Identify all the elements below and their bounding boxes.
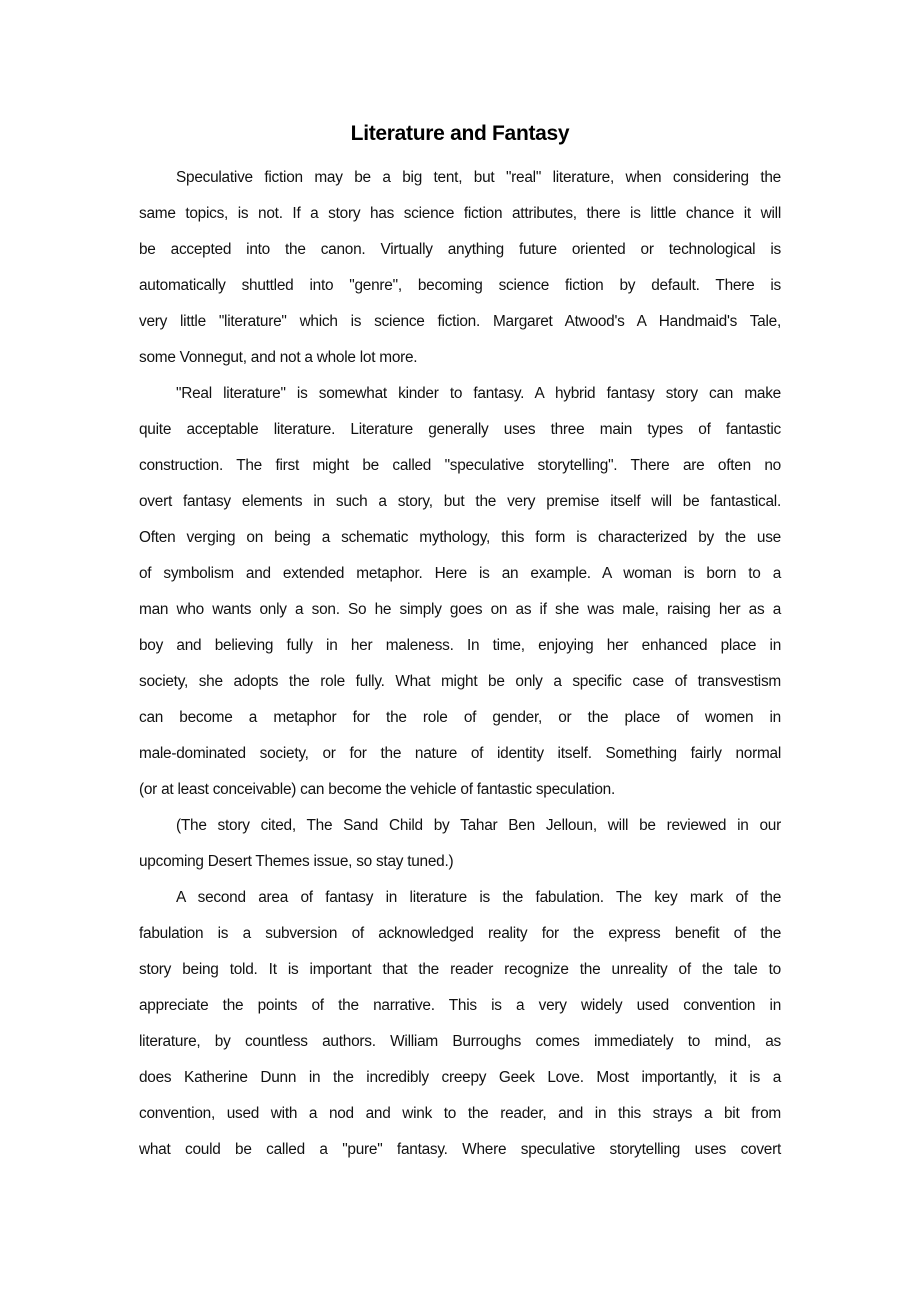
- text-line: quite acceptable literature. Literature generally uses three main types of fantastic: [139, 421, 781, 438]
- text-line: male-dominated society, or for the nature of identity itself. Something fairly normal: [139, 745, 781, 762]
- text-line: society, she adopts the role fully. What might be only a specific case of transvestism: [139, 673, 781, 690]
- text-line: does Katherine Dunn in the incredibly creepy Geek Love. Most importantly, it is a: [139, 1069, 781, 1086]
- text-line: story being told. It is important that the reader recognize the unreality of the tale to: [139, 961, 781, 978]
- text-line: literature, by countless authors. William Burroughs comes immediately to mind, as: [139, 1033, 781, 1050]
- text-line: appreciate the points of the narrative. This is a very widely used convention in: [139, 997, 781, 1014]
- text-line: upcoming Desert Themes issue, so stay tuned.): [139, 853, 454, 870]
- text-line: (The story cited, The Sand Child by Tahar Ben Jelloun, will be reviewed in our: [176, 817, 781, 834]
- text-line: convention, used with a nod and wink to the reader, and in this strays a bit from: [139, 1105, 781, 1122]
- text-line: boy and believing fully in her maleness. In time, enjoying her enhanced place in: [139, 637, 781, 654]
- text-line: "Real literature" is somewhat kinder to fantasy. A hybrid fantasy story can make: [176, 385, 781, 402]
- paragraph-3: [139, 814, 781, 886]
- text-line: of symbolism and extended metaphor. Here is an example. A woman is born to a: [139, 565, 781, 582]
- text-line: can become a metaphor for the role of gender, or the place of women in: [139, 709, 781, 726]
- text-line: automatically shuttled into "genre", becoming science fiction by default. There is: [139, 277, 781, 294]
- paragraph-4: [139, 886, 781, 1174]
- paragraph-2: [139, 382, 781, 814]
- text-line: be accepted into the canon. Virtually anything future oriented or technological is: [139, 241, 781, 258]
- text-line: some Vonnegut, and not a whole lot more.: [139, 349, 418, 366]
- text-line: (or at least conceivable) can become the vehicle of fantastic speculation.: [139, 781, 615, 798]
- text-line: A second area of fantasy in literature is the fabulation. The key mark of the: [176, 889, 781, 906]
- text-line: what could be called a "pure" fantasy. Where speculative storytelling uses covert: [139, 1141, 781, 1158]
- document-title: Literature and Fantasy: [350, 122, 570, 145]
- text-line: man who wants only a son. So he simply goes on as if she was male, raising her as a: [139, 601, 781, 618]
- text-line: Speculative fiction may be a big tent, but "real" literature, when considering the: [176, 169, 781, 186]
- text-line: construction. The first might be called "speculative storytelling". There are often no: [139, 457, 781, 474]
- text-line: very little "literature" which is science fiction. Margaret Atwood's A Handmaid's Tale,: [139, 313, 781, 330]
- document-body: [139, 166, 781, 1174]
- text-line: same topics, is not. If a story has science fiction attributes, there is little chance it will: [139, 205, 781, 222]
- paragraph-1: [139, 166, 781, 382]
- text-line: Often verging on being a schematic mythology, this form is characterized by the use: [139, 529, 781, 546]
- text-line: fabulation is a subversion of acknowledged reality for the express benefit of the: [139, 925, 781, 942]
- text-line: overt fantasy elements in such a story, but the very premise itself will be fantastical.: [139, 493, 781, 510]
